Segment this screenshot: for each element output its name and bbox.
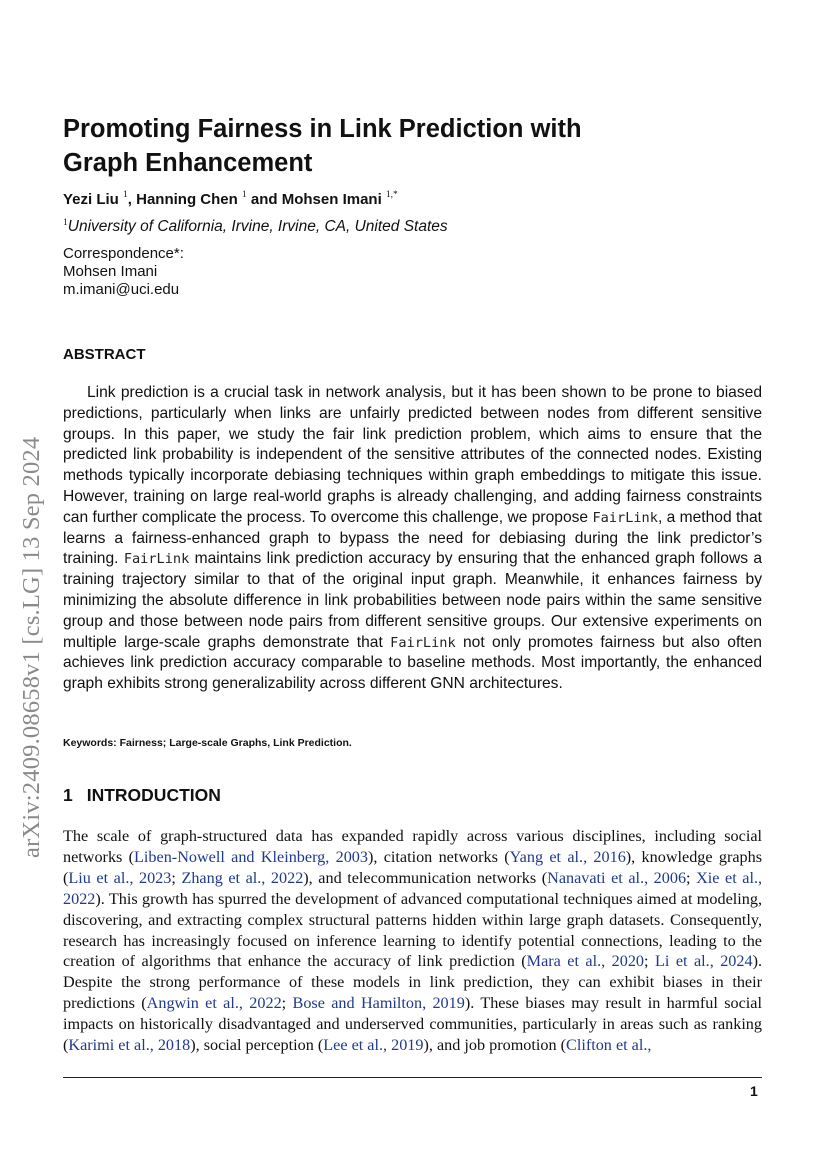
page-number: 1 xyxy=(750,1083,758,1099)
method-name: FairLink xyxy=(390,634,456,651)
citation-link[interactable]: Lee et al., 2019 xyxy=(323,1036,424,1055)
abstract-body xyxy=(63,383,762,695)
title-line-1: Promoting Fairness in Link Prediction with xyxy=(63,115,582,143)
correspondence-email[interactable]: m.imani@uci.edu xyxy=(63,281,180,298)
author-separator: , xyxy=(127,191,137,208)
introduction-body xyxy=(63,826,762,1056)
author-name: Mohsen Imani xyxy=(281,191,382,208)
citation-link[interactable]: Clifton et al., xyxy=(566,1036,652,1055)
paper-title xyxy=(63,112,763,180)
introduction-heading xyxy=(63,785,221,806)
title-line-2: Graph Enhancement xyxy=(63,149,313,177)
introduction-text: ), and telecommunication networks ( xyxy=(303,868,548,887)
citation-link[interactable]: Li et al., 2024 xyxy=(654,952,753,971)
arxiv-identifier: arXiv:2409.08658v1 [cs.LG] 13 Sep 2024 xyxy=(18,436,45,858)
correspondence-block xyxy=(63,245,184,299)
citation-link[interactable]: Karimi et al., 2018 xyxy=(68,1036,191,1055)
keywords: Keywords: Fairness; Large-scale Graphs, Link Prediction. xyxy=(63,737,352,749)
author-affiliation-mark: 1,* xyxy=(385,190,398,200)
introduction-text: ), social perception ( xyxy=(190,1036,324,1055)
introduction-text: ), citation networks ( xyxy=(367,847,510,866)
abstract-text: maintains link prediction accuracy by ensuring that the enhanced graph follows a training trajectory similar to that of the original input graph. Meanwhile, it enhances fairness by minimizing the absolute difference in link probabilities between node pairs within the same sensitive group and those between node pairs from different sensitive groups. Our extensive experiments on multiple large-scale graphs demonstrate that xyxy=(63,550,763,651)
affiliation-text: University of California, Irvine, Irvine, CA, United States xyxy=(67,218,448,235)
introduction-text: ), knowledge graphs ( xyxy=(63,847,763,887)
citation-link[interactable]: Zhang et al., 2022 xyxy=(181,868,304,887)
method-name: FairLink xyxy=(123,551,190,568)
introduction-text: ; xyxy=(171,868,182,887)
author-affiliation-mark: 1 xyxy=(123,190,128,200)
citation-link[interactable]: Angwin et al., 2022 xyxy=(146,994,282,1013)
citation-link[interactable]: Mara et al., 2020 xyxy=(526,952,645,971)
introduction-text: ; xyxy=(686,868,697,887)
citation-link[interactable]: Liben-Nowell and Kleinberg, 2003 xyxy=(134,847,368,866)
citation-link[interactable]: Nanavati et al., 2006 xyxy=(547,868,687,887)
author-name: Hanning Chen xyxy=(136,191,238,208)
abstract-text: not only promotes fairness but also often achieves link prediction accuracy comparable to baseline methods. Most importantly, the enhanced graph exhibits strong generalizability across different GNN architectures. xyxy=(63,633,762,693)
affiliation xyxy=(63,218,448,236)
affiliation-mark: 1 xyxy=(63,217,68,228)
introduction-text: ). These biases may result in harmful social impacts on historically disadvantaged and underserved communities, particularly in areas such as ranking ( xyxy=(63,994,762,1055)
abstract-text: , a method that learns a fairness-enhanced graph to bypass the need for debiasing during the link predictor’s training. xyxy=(63,508,762,568)
introduction-text: ). Despite the strong performance of these models in link prediction, they can exhibit biases in their predictions ( xyxy=(63,952,763,1013)
author-name: Yezi Liu xyxy=(63,191,119,208)
introduction-text: ), and job promotion ( xyxy=(423,1036,567,1055)
citation-link[interactable]: Yang et al., 2016 xyxy=(509,847,626,866)
introduction-text: ; xyxy=(281,994,293,1013)
author-separator: and xyxy=(246,191,282,208)
footer-rule xyxy=(63,1077,762,1078)
author-list xyxy=(63,191,398,208)
abstract-text: Link prediction is a crucial task in network analysis, but it has been shown to be prone to biased predictions, particularly when links are unfairly predicted between nodes from different sensitive groups. In this paper, we study the fair link prediction problem, which aims to ensure that the predicted link probability is independent of the sensitive attributes of the connected nodes. Existing methods typically incorporate debiasing techniques within graph embeddings to mitigate this issue. However, training on large real-world graphs is already challenging, and adding fairness constraints can further complicate the process. To overcome this challenge, we propose xyxy=(63,384,762,526)
citation-link[interactable]: Xie et al., 2022 xyxy=(63,868,763,908)
introduction-text: ; xyxy=(644,952,655,971)
introduction-text: The scale of graph-structured data has expanded rapidly across various disciplines, including social networks ( xyxy=(63,827,762,866)
citation-link[interactable]: Bose and Hamilton, 2019 xyxy=(292,994,465,1013)
citation-link[interactable]: Liu et al., 2023 xyxy=(68,868,172,887)
method-name: FairLink xyxy=(592,509,658,526)
introduction-text: ). This growth has spurred the development of advanced computational techniques aimed at modeling, discovering, and extracting complex structural patterns hidden within large graph datasets. Consequently, research has increasingly focused on inference learning to identify potential connections, leading to the creation of algorithms that enhance the accuracy of link prediction ( xyxy=(63,889,762,971)
abstract-heading: ABSTRACT xyxy=(63,346,146,363)
section-title: INTRODUCTION xyxy=(86,785,221,805)
author-affiliation-mark: 1 xyxy=(241,190,247,200)
correspondence-label: Correspondence*: xyxy=(63,245,184,262)
correspondence-name: Mohsen Imani xyxy=(63,263,158,280)
section-number: 1 xyxy=(63,785,73,805)
